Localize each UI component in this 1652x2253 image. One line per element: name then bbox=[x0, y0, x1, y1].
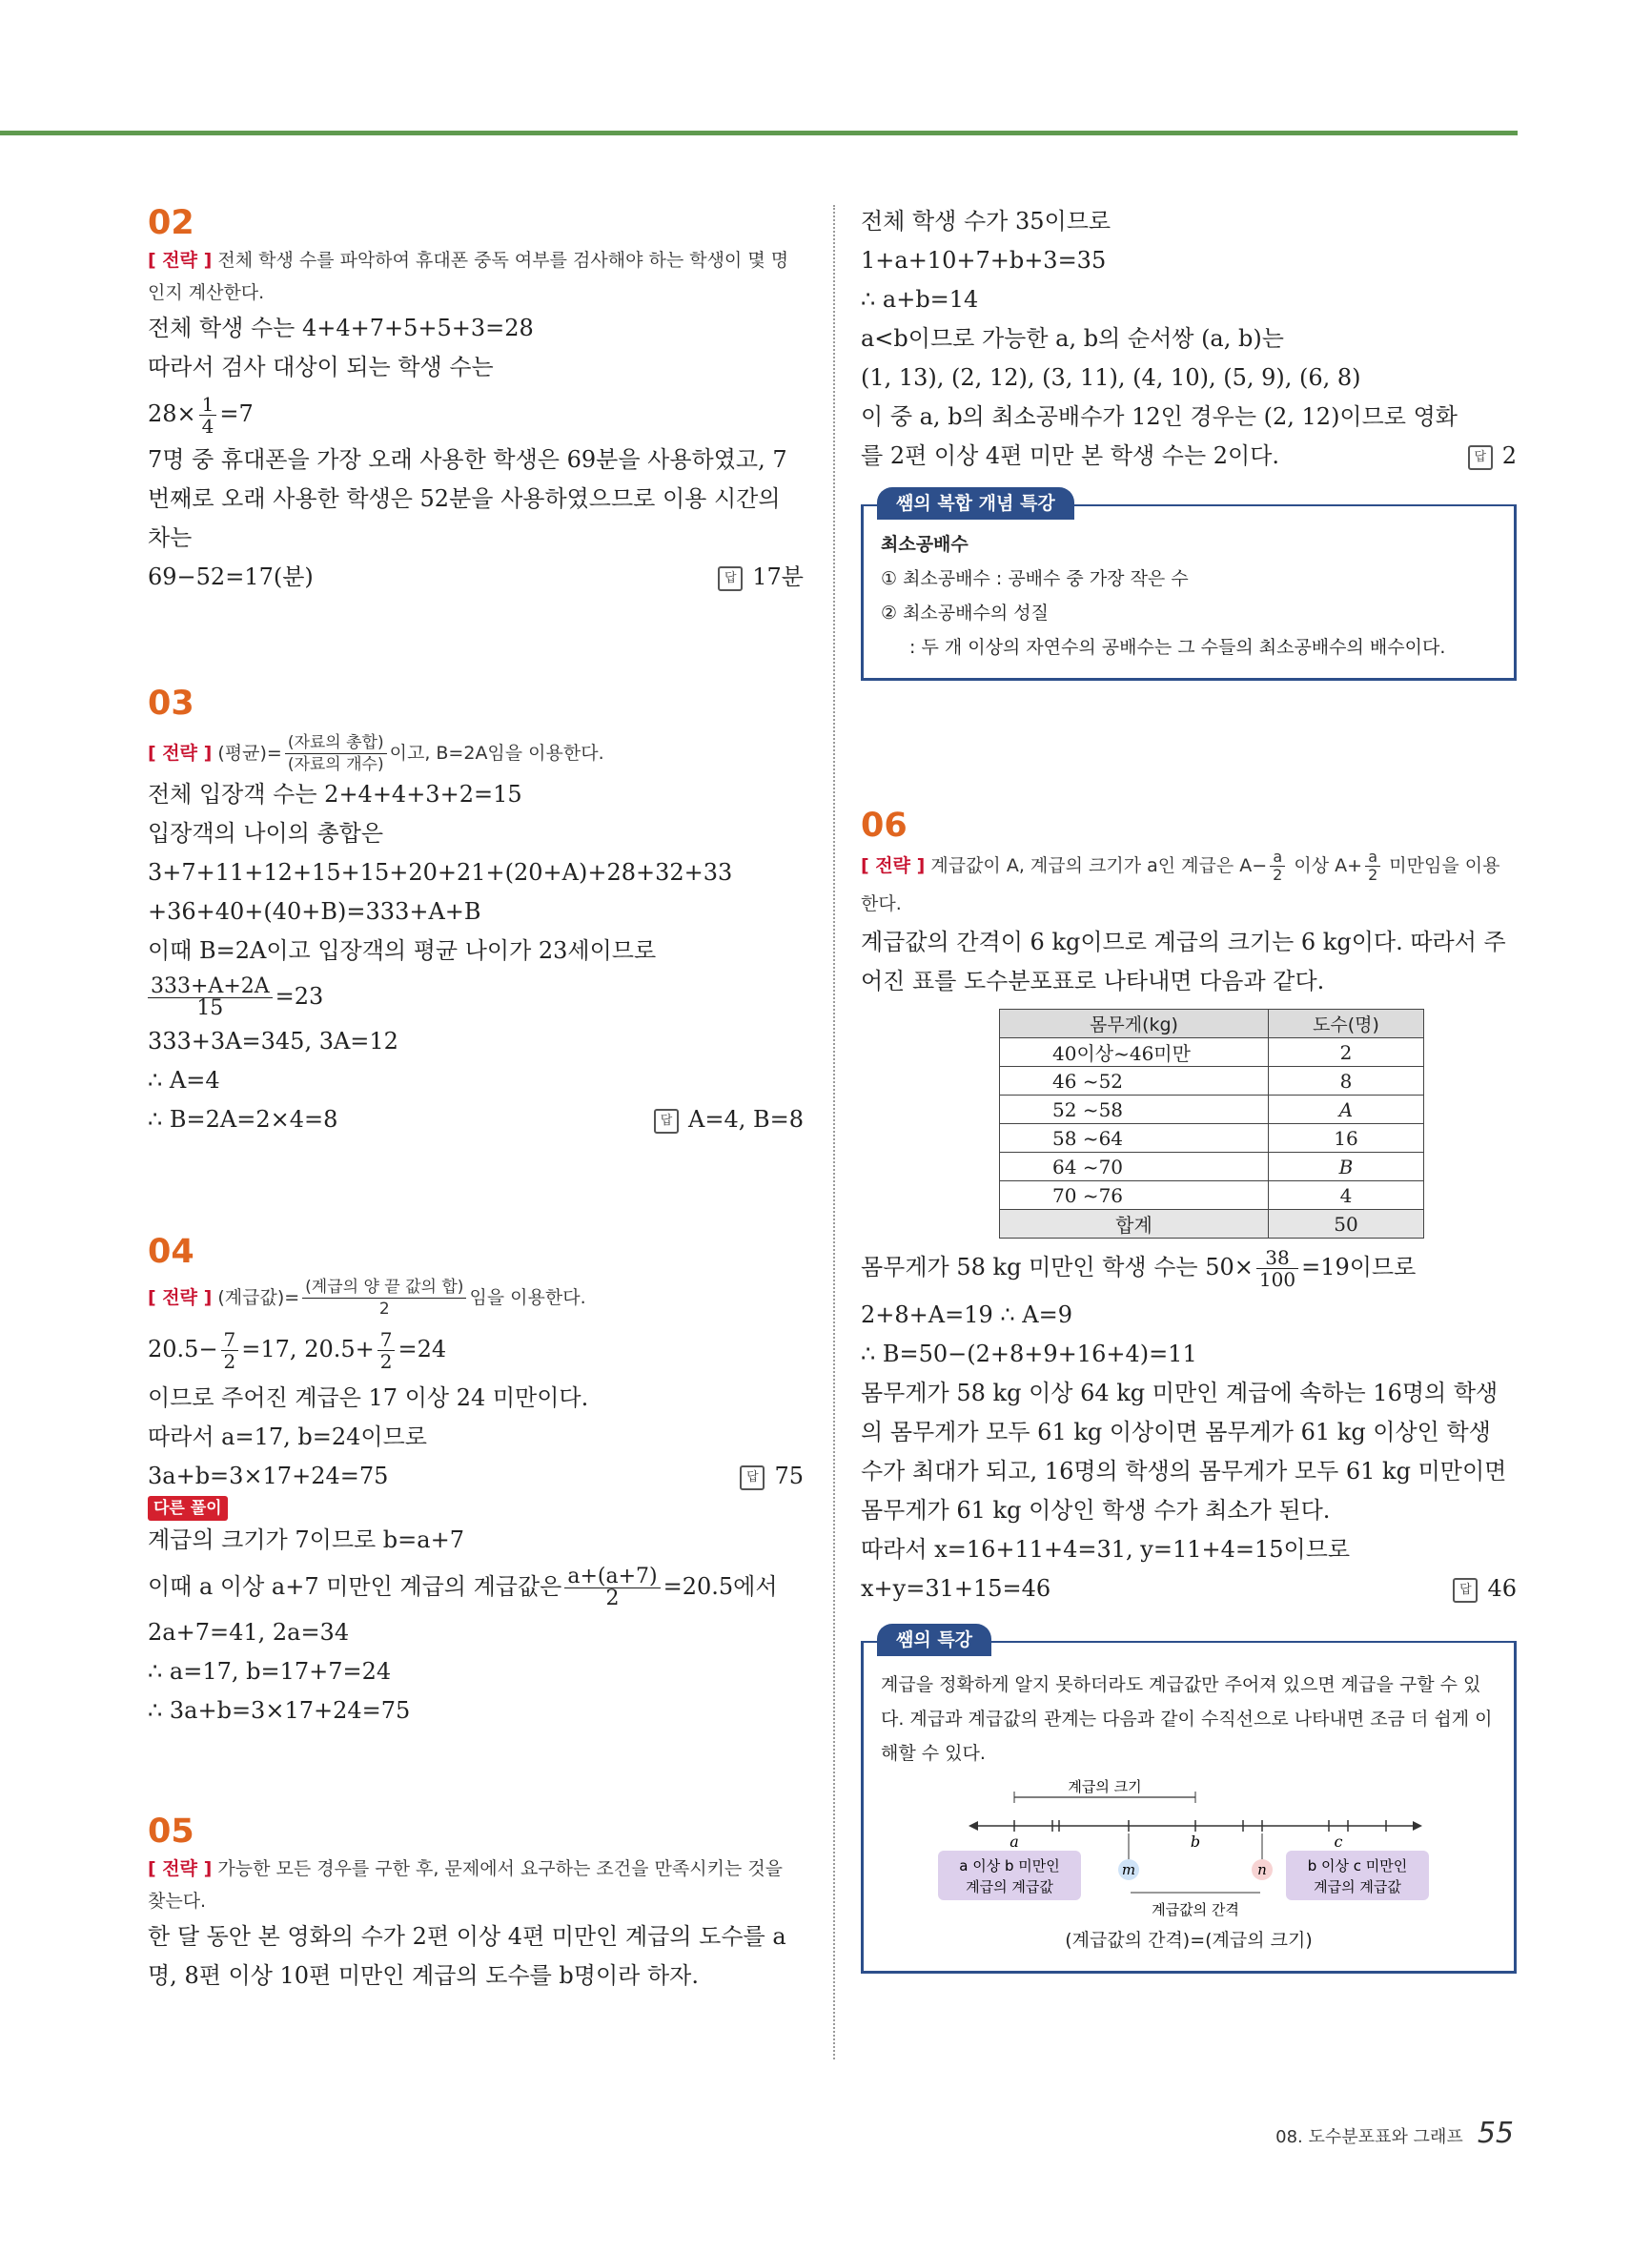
label-c: c bbox=[1334, 1833, 1343, 1851]
strategy-text: 계급값이 A, 계급의 크기가 a인 계급은 A− bbox=[930, 855, 1268, 876]
denominator: 2 bbox=[223, 1350, 236, 1373]
table-cell: 50 bbox=[1269, 1210, 1424, 1239]
numerator: 38 bbox=[1256, 1247, 1298, 1269]
answer-value: 46 bbox=[1487, 1575, 1517, 1602]
expr: 몸무게가 58 kg 미만인 학생 수는 50× bbox=[861, 1254, 1254, 1280]
numerator: a bbox=[1270, 849, 1285, 867]
solution-line bbox=[148, 971, 804, 1022]
strategy-tag: [ 전략 ] bbox=[148, 1858, 213, 1879]
expr: 이때 a 이상 a+7 미만인 계급의 계급값은 bbox=[148, 1573, 562, 1600]
page-number: 55 bbox=[1477, 2117, 1514, 2150]
table-cell: 8 bbox=[1269, 1067, 1424, 1096]
column-divider bbox=[833, 205, 835, 2059]
tip-box bbox=[861, 1629, 1517, 1974]
solution-line: 따라서 x=16+11+4=31, y=11+4=15이므로 bbox=[861, 1536, 1351, 1563]
solution-line: +36+40+(40+B)=333+A+B bbox=[148, 898, 481, 925]
concept-box bbox=[861, 493, 1517, 681]
strategy bbox=[861, 847, 1517, 923]
answer bbox=[1453, 1569, 1517, 1608]
fraction bbox=[302, 1277, 466, 1320]
solution-line bbox=[148, 558, 804, 597]
answer-value: A=4, B=8 bbox=[688, 1106, 804, 1133]
problem-number: 02 bbox=[148, 204, 194, 242]
table-cell: 합계 bbox=[1000, 1210, 1269, 1239]
denominator: (자료의 개수) bbox=[287, 755, 384, 774]
answer-icon: 답 bbox=[1468, 445, 1493, 470]
label-n: n bbox=[1257, 1861, 1267, 1878]
problem-04 bbox=[148, 1231, 804, 1731]
strategy bbox=[148, 244, 804, 309]
problem-number: 05 bbox=[148, 1813, 194, 1851]
concept-heading: 최소공배수 bbox=[881, 534, 969, 555]
solution-line: 한 달 동안 본 영화의 수가 2편 이상 4편 미만인 계급의 도수를 a명, 8편 이상 10편 미만인 계급의 도수를 b명이라 하자. bbox=[148, 1923, 786, 1989]
problem-05 bbox=[148, 1811, 804, 1996]
solution-line: 이때 B=2A이고 입장객의 평균 나이가 23세이므로 bbox=[148, 937, 657, 964]
label-a: a bbox=[1010, 1833, 1019, 1851]
label-b: b bbox=[1190, 1833, 1201, 1851]
answer bbox=[718, 558, 804, 597]
solution-line: ∴ 3a+b=3×17+24=75 bbox=[148, 1697, 411, 1724]
answer-icon: 답 bbox=[740, 1465, 765, 1490]
left-note-line1: a 이상 b 미만인 bbox=[959, 1857, 1060, 1874]
numerator: 333+A+2A bbox=[148, 976, 273, 998]
solution-line: 333+3A=345, 3A=12 bbox=[148, 1028, 398, 1055]
answer-value: 75 bbox=[774, 1463, 804, 1489]
solution-line: 2a+7=41, 2a=34 bbox=[148, 1619, 350, 1646]
problem-06 bbox=[861, 805, 1517, 1974]
denominator: 2 bbox=[379, 1350, 393, 1373]
answer-icon: 답 bbox=[718, 566, 743, 591]
strategy bbox=[148, 732, 804, 775]
strategy-text: 가능한 모든 경우를 구한 후, 문제에서 요구하는 조건을 만족시키는 것을 찾는다. bbox=[148, 1858, 784, 1912]
problem-number: 06 bbox=[861, 807, 908, 845]
table-cell: 2 bbox=[1269, 1038, 1424, 1067]
strategy bbox=[148, 1277, 804, 1320]
answer bbox=[654, 1100, 804, 1139]
denominator: 2 bbox=[1368, 866, 1378, 884]
solution-line bbox=[861, 1239, 1517, 1296]
table-cell: 58 ~64 bbox=[1000, 1124, 1269, 1153]
arrow-right-icon bbox=[1413, 1821, 1422, 1831]
numerator: 7 bbox=[221, 1329, 239, 1351]
concept-item: ① 최소공배수 : 공배수 중 가장 작은 수 bbox=[881, 568, 1189, 589]
alt-solution-badge: 다른 풀이 bbox=[148, 1496, 228, 1521]
solution-line: 전체 입장객 수는 2+4+4+3+2=15 bbox=[148, 781, 522, 808]
solution-line: 전체 학생 수는 4+4+7+5+5+3=28 bbox=[148, 315, 534, 341]
expr: =19이므로 bbox=[1301, 1254, 1417, 1280]
denominator: 100 bbox=[1258, 1268, 1296, 1291]
strategy-tag: [ 전략 ] bbox=[861, 855, 926, 876]
expr: =7 bbox=[219, 400, 254, 427]
problem-number: 04 bbox=[148, 1233, 194, 1271]
answer-icon: 답 bbox=[1453, 1578, 1478, 1603]
solution-line: ∴ a=17, b=17+7=24 bbox=[148, 1658, 392, 1685]
solution-line: 계급의 크기가 7이므로 b=a+7 bbox=[148, 1526, 464, 1553]
denominator: 4 bbox=[201, 415, 214, 438]
top-rule bbox=[0, 131, 1518, 135]
strategy-text: 임을 이용한다. bbox=[469, 1287, 586, 1308]
answer bbox=[1468, 437, 1517, 476]
solution-line: 계급값의 간격이 6 kg이므로 계급의 크기는 6 kg이다. 따라서 주어진 표를 도수분포표로 나타내면 다음과 같다. bbox=[861, 929, 1506, 994]
answer-value: 17분 bbox=[752, 563, 804, 590]
fraction bbox=[221, 1329, 239, 1372]
table-header: 몸무게(kg) bbox=[1000, 1010, 1269, 1038]
fraction bbox=[564, 1567, 660, 1609]
numerator: (계급의 양 끝 값의 합) bbox=[302, 1277, 466, 1299]
expr: 3a+b=3×17+24=75 bbox=[148, 1463, 389, 1489]
gap-label: 계급값의 간격 bbox=[1152, 1901, 1239, 1918]
concept-box-title: 쌤의 복합 개념 특강 bbox=[877, 487, 1074, 520]
numerator: a+(a+7) bbox=[564, 1567, 660, 1588]
solution-line: 입장객의 나이의 총합은 bbox=[148, 820, 384, 847]
expr: =24 bbox=[398, 1336, 447, 1362]
problem-05-continued bbox=[861, 202, 1517, 681]
solution-line: ∴ a+b=14 bbox=[861, 286, 979, 313]
strategy-text: 이고, B=2A임을 이용한다. bbox=[389, 743, 604, 764]
strategy-tag: [ 전략 ] bbox=[148, 743, 213, 764]
fraction bbox=[1270, 849, 1285, 884]
solution-line: 몸무게가 58 kg 이상 64 kg 미만인 계급에 속하는 16명의 학생의 몸무게가 모두 61 kg 이상이면 몸무게가 61 kg 이상인 학생 수가 최대가 되고, 16명의 학생의 몸무게가 모두 61 kg 미만이면 몸무게가 61 kg 이상인 학생 수가 최소가 된다. bbox=[861, 1380, 1507, 1524]
solution-line: 전체 학생 수가 35이므로 bbox=[861, 208, 1112, 235]
right-note-line2: 계급의 계급값 bbox=[1314, 1878, 1401, 1895]
strategy bbox=[148, 1853, 804, 1917]
answer bbox=[740, 1457, 804, 1496]
alt-solution-badge-row bbox=[148, 1496, 804, 1521]
table-cell: 64 ~70 bbox=[1000, 1153, 1269, 1181]
solution-line: a<b이므로 가능한 a, b의 순서쌍 (a, b)는 bbox=[861, 325, 1284, 352]
table-row bbox=[1000, 1124, 1424, 1153]
right-column bbox=[861, 202, 1517, 1974]
denominator: 15 bbox=[196, 996, 224, 1020]
denominator: 2 bbox=[605, 1587, 620, 1610]
table-row bbox=[1000, 1096, 1424, 1124]
arrow-left-icon bbox=[969, 1821, 978, 1831]
expr: 이 중 a, b의 최소공배수가 12인 경우는 (2, 12)이므로 영화를 2편 이상 4편 미만 본 학생 수는 2이다. bbox=[861, 403, 1458, 469]
denominator: 2 bbox=[378, 1300, 390, 1319]
table-row bbox=[1000, 1153, 1424, 1181]
fraction bbox=[377, 1329, 396, 1372]
solution-line bbox=[148, 1560, 804, 1613]
problem-number: 03 bbox=[148, 685, 194, 723]
chapter-title: 08. 도수분포표와 그래프 bbox=[1275, 2127, 1463, 2147]
page-footer bbox=[1275, 2117, 1514, 2150]
solution-line bbox=[861, 398, 1517, 476]
strategy-text: 이상 A+ bbox=[1288, 855, 1363, 876]
strategy-text: 전체 학생 수를 파악하여 휴대폰 중독 여부를 검사해야 하는 학생이 몇 명인지 계산한다. bbox=[148, 250, 789, 303]
frequency-table bbox=[999, 1009, 1424, 1239]
label-m: m bbox=[1121, 1861, 1136, 1878]
fraction bbox=[199, 394, 217, 437]
table-cell: 16 bbox=[1269, 1124, 1424, 1153]
table-row bbox=[1000, 1038, 1424, 1067]
solution-line: ∴ A=4 bbox=[148, 1067, 220, 1094]
tip-text: 계급을 정확하게 알지 못하더라도 계급값만 주어져 있으면 계급을 구할 수 있다. 계급과 계급값의 관계는 다음과 같이 수직선으로 나타내면 조금 더 쉽게 이해할 수 있다. bbox=[881, 1674, 1493, 1764]
left-column bbox=[148, 202, 804, 1996]
solution-line: 따라서 검사 대상이 되는 학생 수는 bbox=[148, 354, 494, 380]
fraction bbox=[1256, 1247, 1298, 1290]
solution-line: 3+7+11+12+15+15+20+21+(20+A)+28+32+33 bbox=[148, 859, 733, 886]
expr: 28× bbox=[148, 400, 196, 427]
problem-02 bbox=[148, 202, 804, 597]
answer-icon: 답 bbox=[654, 1109, 679, 1134]
concept-item: ② 최소공배수의 성질 bbox=[881, 603, 1049, 624]
fraction bbox=[148, 976, 273, 1019]
table-header: 도수(명) bbox=[1269, 1010, 1424, 1038]
solution-line bbox=[148, 1457, 804, 1496]
numerator: (자료의 총합) bbox=[285, 732, 387, 754]
table-cell: 70 ~76 bbox=[1000, 1181, 1269, 1210]
strategy-tag: [ 전략 ] bbox=[148, 250, 213, 271]
expr: =17, 20.5+ bbox=[241, 1336, 375, 1362]
strategy-tag: [ 전략 ] bbox=[148, 1287, 213, 1308]
table-row bbox=[1000, 1067, 1424, 1096]
solution-line bbox=[148, 1320, 804, 1379]
table-header-row bbox=[1000, 1010, 1424, 1038]
expr: x+y=31+15=46 bbox=[861, 1575, 1051, 1602]
table-cell: B bbox=[1269, 1153, 1424, 1181]
table-row bbox=[1000, 1181, 1424, 1210]
numerator: 1 bbox=[199, 394, 217, 416]
tip-formula: (계급값의 간격)=(계급의 크기) bbox=[1065, 1930, 1313, 1951]
width-label: 계급의 크기 bbox=[1068, 1778, 1142, 1795]
solution-line: 1+a+10+7+b+3=35 bbox=[861, 247, 1107, 274]
left-note-line2: 계급의 계급값 bbox=[966, 1878, 1053, 1895]
solution-line: (1, 13), (2, 12), (3, 11), (4, 10), (5, 9), (6, 8) bbox=[861, 364, 1361, 391]
denominator: 2 bbox=[1273, 866, 1283, 884]
expr: =23 bbox=[275, 983, 324, 1010]
table-cell: 52 ~58 bbox=[1000, 1096, 1269, 1124]
solution-line bbox=[148, 387, 804, 440]
solution-line bbox=[148, 1100, 804, 1139]
table-total-row bbox=[1000, 1210, 1424, 1239]
strategy-text: 미만임을 이용한다. bbox=[861, 855, 1500, 914]
numerator: a bbox=[1365, 849, 1380, 867]
solution-line: ∴ B=50−(2+8+9+16+4)=11 bbox=[861, 1341, 1197, 1367]
strategy-text: (평균)= bbox=[217, 743, 282, 764]
solution-line bbox=[861, 1569, 1517, 1608]
right-note-line1: b 이상 c 미만인 bbox=[1307, 1857, 1408, 1874]
concept-item: : 두 개 이상의 자연수의 공배수는 그 수들의 최소공배수의 배수이다. bbox=[909, 637, 1446, 658]
solution-line: 2+8+A=19 ∴ A=9 bbox=[861, 1301, 1072, 1328]
table-cell: A bbox=[1269, 1096, 1424, 1124]
tip-box-title: 쌤의 특강 bbox=[877, 1624, 991, 1656]
expr: =20.5에서 bbox=[663, 1573, 778, 1600]
expr: ∴ B=2A=2×4=8 bbox=[148, 1106, 338, 1133]
answer-value: 2 bbox=[1501, 442, 1517, 469]
expr: 69−52=17(분) bbox=[148, 563, 314, 590]
table-cell: 46 ~52 bbox=[1000, 1067, 1269, 1096]
solution-line: 7명 중 휴대폰을 가장 오래 사용한 학생은 69분을 사용하였고, 7번째로 오래 사용한 학생은 52분을 사용하였으므로 이용 시간의 차는 bbox=[148, 446, 787, 551]
problem-03 bbox=[148, 683, 804, 1139]
fraction bbox=[1365, 849, 1380, 884]
fraction bbox=[285, 732, 387, 775]
number-line-diagram bbox=[881, 1776, 1491, 1919]
expr: 20.5− bbox=[148, 1336, 218, 1362]
numerator: 7 bbox=[377, 1329, 396, 1351]
strategy-text: (계급값)= bbox=[217, 1287, 300, 1308]
solution-line: 따라서 a=17, b=24이므로 bbox=[148, 1423, 427, 1450]
solution-line: 이므로 주어진 계급은 17 이상 24 미만이다. bbox=[148, 1384, 589, 1411]
table-cell: 40이상~46미만 bbox=[1000, 1038, 1269, 1067]
table-cell: 4 bbox=[1269, 1181, 1424, 1210]
